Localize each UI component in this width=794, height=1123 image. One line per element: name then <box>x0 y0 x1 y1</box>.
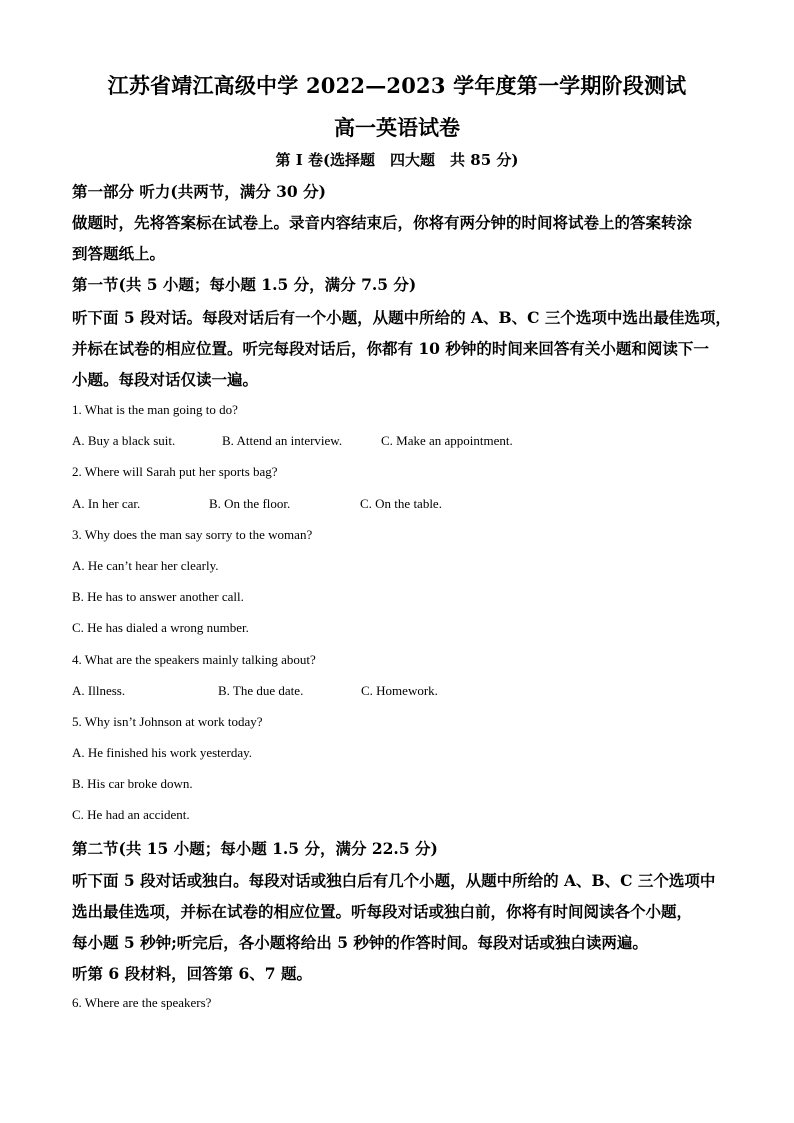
question-2: 2. Where will Sarah put her sports bag? <box>72 464 278 479</box>
question-5: 5. Why isn’t Johnson at work today? <box>72 714 263 729</box>
part1-instruction-line: 到答题纸上。 <box>72 244 166 263</box>
exam-title: 江苏省靖江高级中学 2022—2023 学年度第一学期阶段测试 <box>107 73 687 98</box>
q1-option-c: C. Make an appointment. <box>381 433 513 448</box>
question-3: 3. Why does the man say sorry to the woman? <box>72 527 313 542</box>
q4-option-c: C. Homework. <box>361 683 438 698</box>
q2-option-c: C. On the table. <box>360 496 442 511</box>
part1-heading: 第一部分 听力(共两节，满分 30 分) <box>72 182 326 201</box>
q3-option-c: C. He has dialed a wrong number. <box>72 620 249 635</box>
material-6-heading: 听第 6 段材料，回答第 6、7 题。 <box>72 964 312 983</box>
q3-option-a: A. He can’t hear her clearly. <box>72 558 219 573</box>
q1-option-a: A. Buy a black suit. <box>72 433 176 448</box>
q1-option-b: B. Attend an interview. <box>222 433 343 448</box>
q5-option-a: A. He finished his work yesterday. <box>72 745 253 760</box>
part1-instruction-line: 做题时，先将答案标在试卷上。录音内容结束后，你将有两分钟的时间将试卷上的答案转涂 <box>72 213 693 232</box>
section1-instruction-line: 听下面 5 段对话。每段对话后有一个小题，从题中所给的 A、B、C 三个选项中选出最佳选项， <box>72 308 731 327</box>
question-1: 1. What is the man going to do? <box>72 402 238 417</box>
section2-instruction-line: 每小题 5 秒钟;听完后，各小题将给出 5 秒钟的作答时间。每段对话或独白读两遍。 <box>72 933 648 952</box>
section1-heading: 第一节(共 5 小题；每小题 1.5 分，满分 7.5 分) <box>72 275 417 294</box>
q5-option-b: B. His car broke down. <box>72 776 193 791</box>
section1-instruction-line: 小题。每段对话仅读一遍。 <box>72 370 259 389</box>
question-6: 6. Where are the speakers? <box>72 995 212 1010</box>
q2-option-a: A. In her car. <box>72 496 141 511</box>
q3-option-b: B. He has to answer another call. <box>72 589 244 604</box>
q4-option-b: B. The due date. <box>218 683 304 698</box>
section2-heading: 第二节(共 15 小题；每小题 1.5 分，满分 22.5 分) <box>72 839 438 858</box>
q5-option-c: C. He had an accident. <box>72 807 190 822</box>
volume-heading: 第 I 卷(选择题 四大题 共 85 分) <box>275 151 519 169</box>
q4-option-a: A. Illness. <box>72 683 126 698</box>
q2-option-b: B. On the floor. <box>209 496 291 511</box>
section2-instruction-line: 听下面 5 段对话或独白。每段对话或独白后有几个小题，从题中所给的 A、B、C 三个选项中 <box>72 871 716 890</box>
exam-subtitle: 高一英语试卷 <box>334 115 460 140</box>
section1-instruction-line: 并标在试卷的相应位置。听完每段对话后，你都有 10 秒钟的时间来回答有关小题和阅读下一 <box>72 339 709 358</box>
section2-instruction-line: 选出最佳选项，并标在试卷的相应位置。听每段对话或独白前，你将有时间阅读各个小题， <box>72 902 693 921</box>
question-4: 4. What are the speakers mainly talking about? <box>72 652 316 667</box>
